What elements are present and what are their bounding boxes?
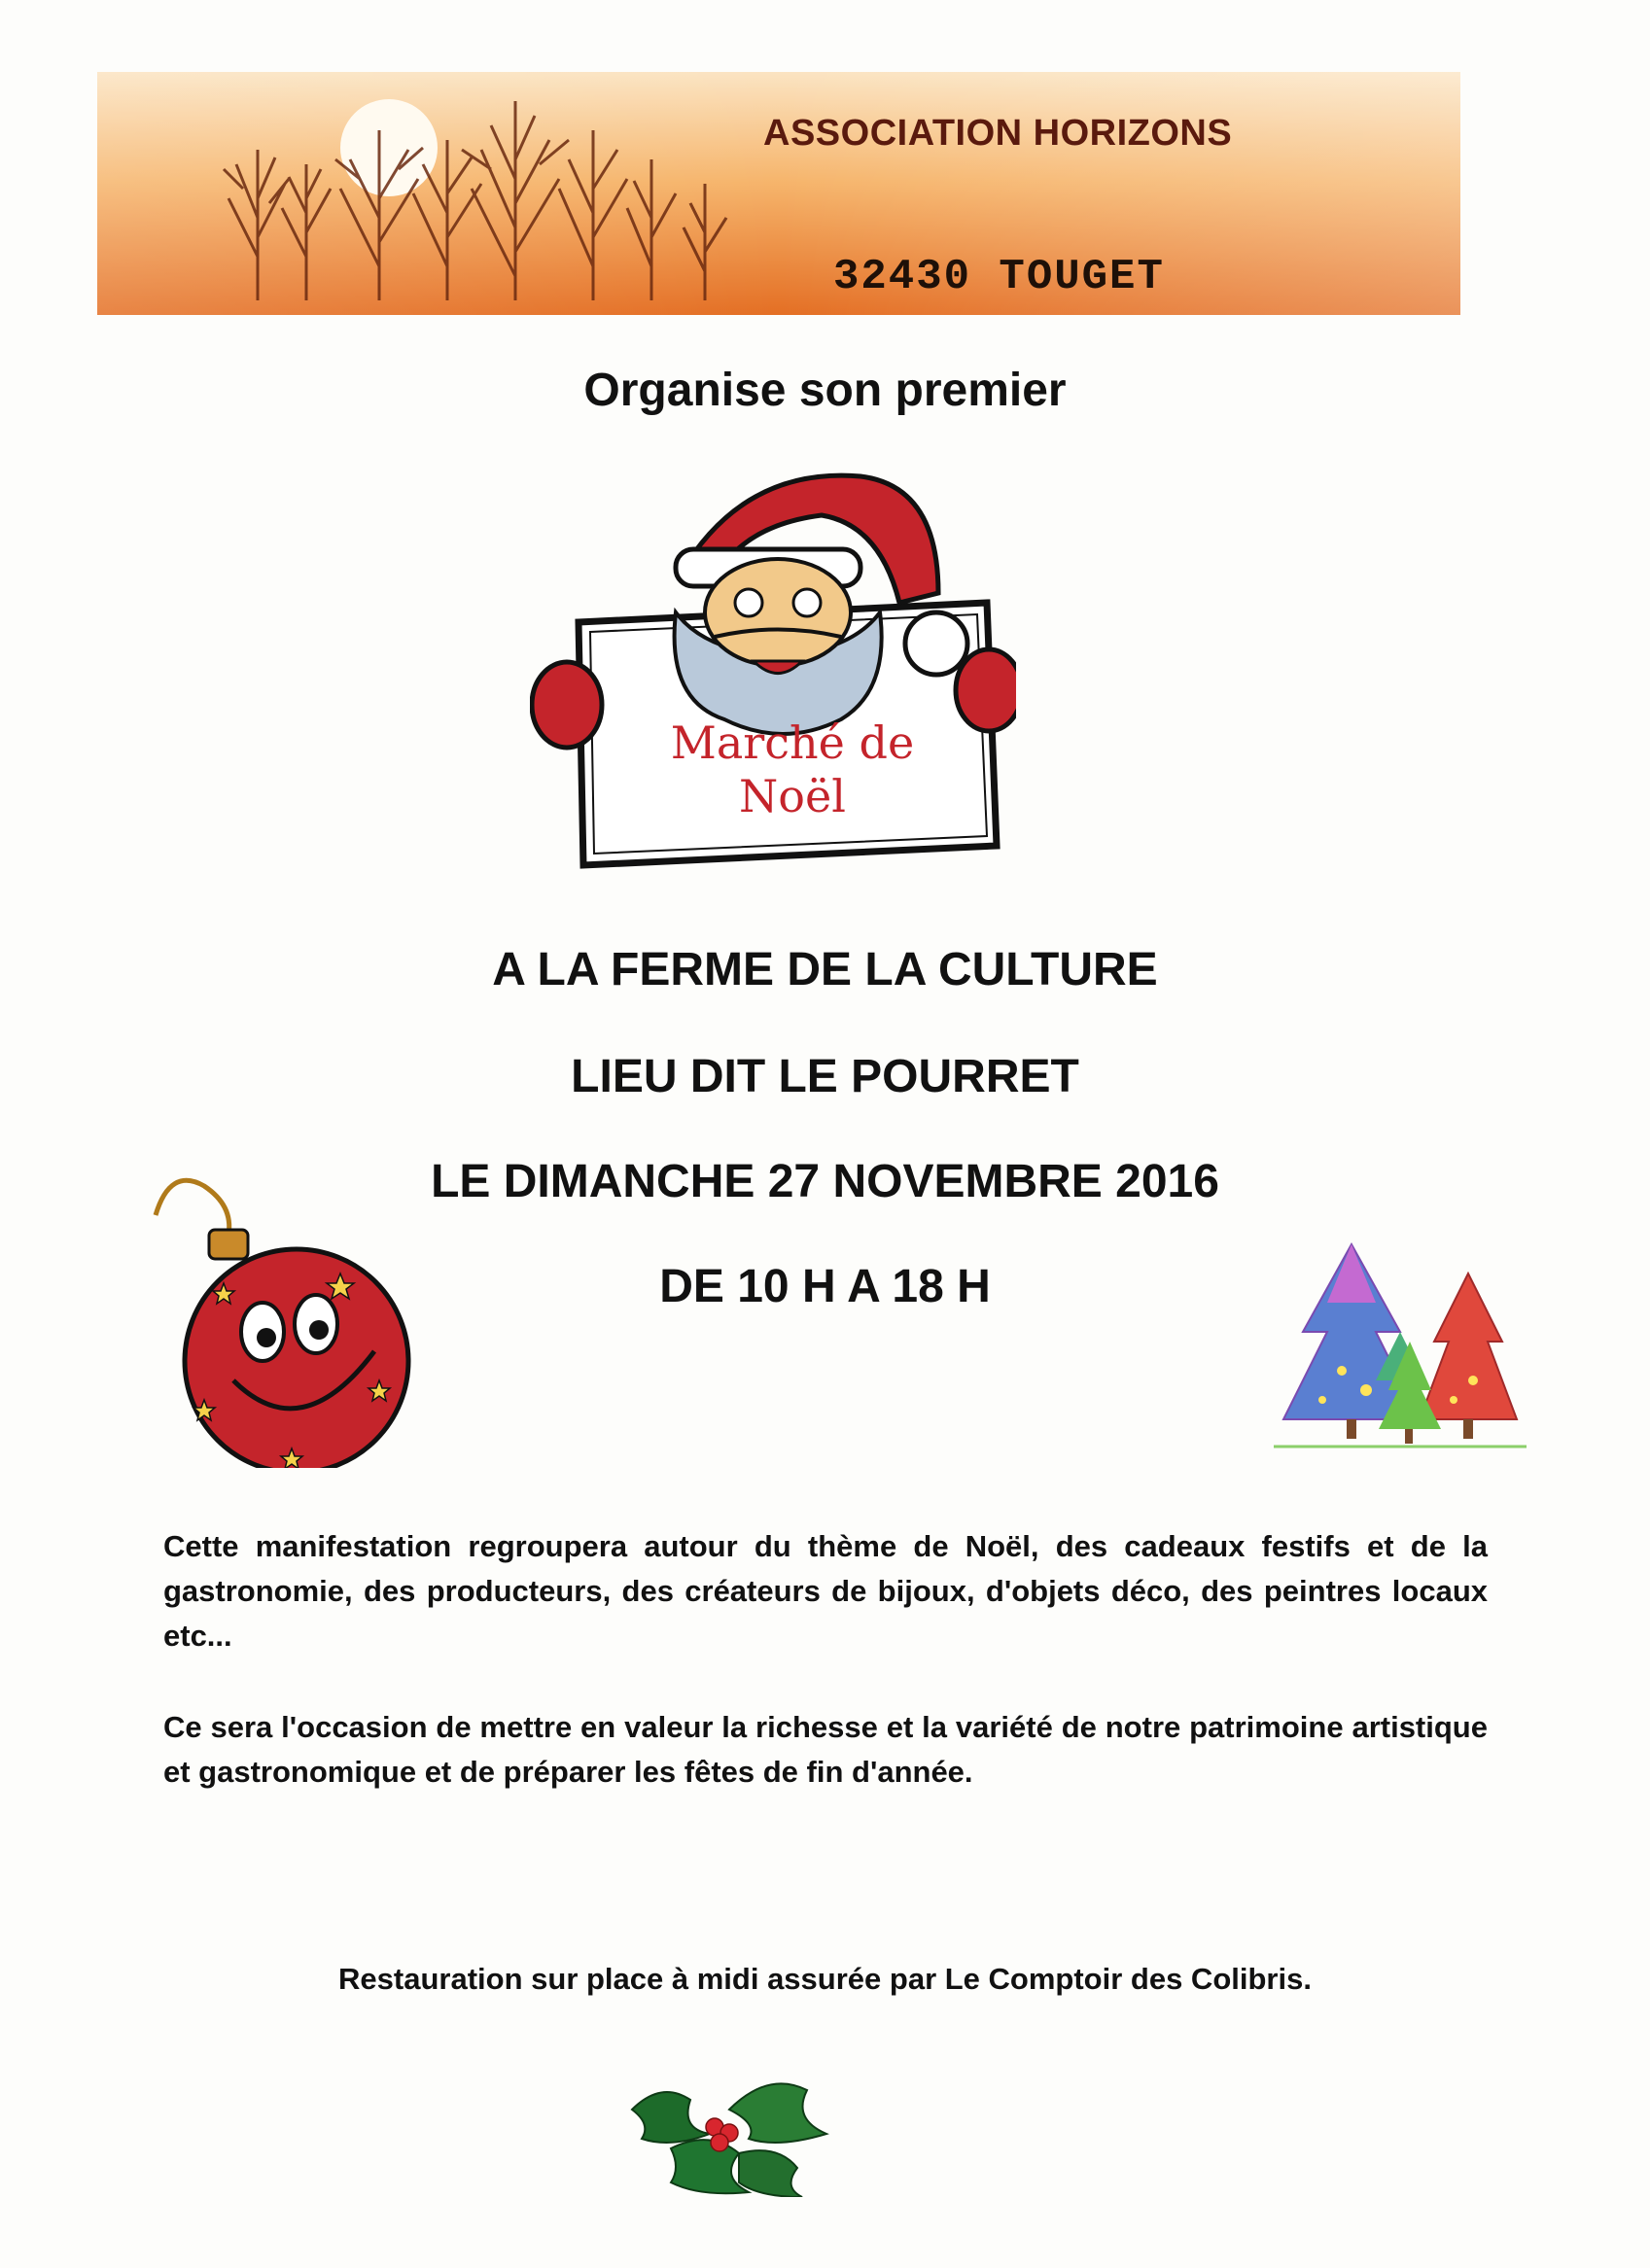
sign-line-1: Marché de (670, 716, 915, 769)
intro-heading: Organise son premier (583, 365, 1067, 416)
sign-line-2: Noël (739, 770, 846, 822)
event-location-1: A LA FERME DE LA CULTURE (492, 944, 1158, 995)
restauration-note: Restauration sur place à midi assurée par Le Comptoir des Colibris. (338, 1962, 1312, 1996)
event-hours: DE 10 H A 18 H (659, 1261, 991, 1312)
christmas-trees-icon (1274, 1235, 1527, 1468)
event-location-2: LIEU DIT LE POURRET (571, 1051, 1079, 1102)
santa-claus-illustration (530, 457, 1016, 875)
sunset-trees-banner (97, 72, 1460, 315)
header-banner (97, 72, 1460, 315)
holly-icon (622, 2051, 836, 2197)
association-city: 32430 TOUGET (833, 253, 1165, 301)
paragraph-occasion: Ce sera l'occasion de mettre en valeur la richesse et la variété de notre patrimoine artistique et gastronomique et de préparer les fêtes de fin d'année. (163, 1710, 1488, 1789)
event-date: LE DIMANCHE 27 NOVEMBRE 2016 (431, 1156, 1219, 1207)
paragraph-description: Cette manifestation regroupera autour du thème de Noël, des cadeaux festifs et de la gastronomie, des producteurs, des créateurs de bijoux, d'objets déco, des peintres locaux etc... (163, 1529, 1488, 1653)
christmas-ornament-icon (146, 1157, 418, 1468)
association-name: ASSOCIATION HORIZONS (763, 113, 1233, 154)
